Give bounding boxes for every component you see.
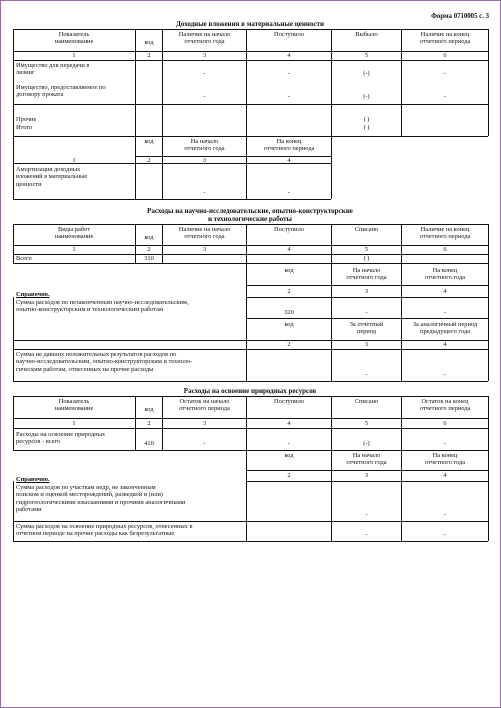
s2-ref2-colnum-line xyxy=(13,349,488,350)
s2-n2: 2 xyxy=(147,246,151,253)
s2-h-in: Поступило xyxy=(274,226,304,233)
s3-n2: 2 xyxy=(147,420,151,427)
s2-v0b xyxy=(13,297,14,381)
s1-h-start: Наличие на начало отчетного года xyxy=(178,31,231,46)
s3-ref-v4: - xyxy=(443,511,447,518)
s1-top-line xyxy=(13,29,488,30)
s2-ref2-n3: 3 xyxy=(364,341,369,348)
s3-ref-n2: 2 xyxy=(287,472,291,479)
s2-ref2-h-code: код xyxy=(284,321,294,328)
s3-title: Расходы на освоение природных ресурсов xyxy=(183,387,317,395)
s2-ref-code: 320 xyxy=(284,309,294,316)
s3-bottom-line xyxy=(13,541,488,542)
s3-header-line xyxy=(13,418,488,419)
s3-h-name: Показатель наименование xyxy=(54,398,94,413)
s2-ref-v4: - xyxy=(443,309,447,316)
s2-v6 xyxy=(488,224,489,381)
s2-ref-n4: 4 xyxy=(443,288,447,295)
s2-title: Расходы на научно-исследовательские, опытно-конструкторские и технологические работы xyxy=(147,207,353,223)
s3-total-label: Расходы на освоение природных ресурсов - всего xyxy=(16,431,106,446)
s2-ref-h-end: На конец отчетного года xyxy=(424,267,466,282)
s3-h-code: код xyxy=(144,406,154,413)
s1-n5: 5 xyxy=(364,52,369,59)
s3-v5 xyxy=(401,396,402,541)
s1-n3: 3 xyxy=(202,52,207,59)
s3-ref-row-line xyxy=(13,521,488,522)
s3-n4: 4 xyxy=(287,420,291,427)
s1-row-rental-label: Имущество, предоставляемое по договору проката xyxy=(16,84,106,99)
s2-n3: 3 xyxy=(202,246,207,253)
s2-ref-v3: - xyxy=(365,309,368,316)
s2-h-end: Наличие на конец отчетного периода xyxy=(419,226,471,241)
s2-ref-header-line xyxy=(246,285,488,286)
s3-v4 xyxy=(331,396,332,541)
s3-ref-h-start: На начало отчетного года xyxy=(346,452,387,467)
s1-row-rental-v4: - xyxy=(287,93,291,100)
s3-ref-h-code: код xyxy=(284,452,294,459)
s2-bottom-line xyxy=(13,381,488,382)
s2-ref-h-code: код xyxy=(284,267,294,274)
s2-total-code: 310 xyxy=(144,255,154,262)
s2-ref2-n4: 4 xyxy=(443,341,447,348)
s2-ref-h-start: На начало отчетного года xyxy=(346,267,387,282)
s1-amort-label: Амортизация доходных вложений в материальные ценности xyxy=(16,166,88,188)
s3-n1: 1 xyxy=(72,420,76,427)
s3-top-line xyxy=(13,396,488,397)
s3-h-end: Остаток на конец отчетного периода xyxy=(419,398,471,413)
s2-total-v5: ( ) xyxy=(363,255,370,262)
s1-sub-h-start: На начало отчетного года xyxy=(184,138,225,153)
s2-ref2-h-prev: За аналогичный период предыдущего года xyxy=(412,321,478,336)
s3-ref-colnum-line xyxy=(246,481,488,482)
s1-v6 xyxy=(488,29,489,136)
s1-sub-n1: 1 xyxy=(72,157,76,164)
s2-ref-title: Справочно. xyxy=(16,291,50,298)
s3-h-out: Списано xyxy=(354,398,379,405)
s2-ref-n2: 2 xyxy=(287,288,291,295)
s3-ref-n4: 4 xyxy=(443,472,447,479)
s1-amort-v3: - xyxy=(203,189,206,196)
s3-ref2-text: Сумма расходов на освоение природных ресурсов, отнесенных в отчетном периоде на прочие расходы как безрезультатные xyxy=(16,523,193,538)
s1-h-out: Выбыло xyxy=(355,31,378,38)
s2-ref2-h-period: За отчетный период xyxy=(349,321,384,336)
s3-total-v5: (-) xyxy=(363,440,370,447)
s3-n5: 5 xyxy=(364,420,369,427)
s3-total-v3: - xyxy=(203,440,206,447)
s1-row-leasing-v6: - xyxy=(443,70,447,77)
s2-n5: 5 xyxy=(364,246,369,253)
s3-ref-text: Сумма расходов по участкам недр, не законченным поиском и оценкой месторождений, разведкой и (или) гидрогеологическими изысканиями и прочими аналогичными работами xyxy=(16,484,186,514)
s1-row-total-label: Итого xyxy=(16,124,33,131)
s1-row-leasing-label: Имущество для передачи в лизинг xyxy=(16,62,90,77)
s3-ref-title: Справочно. xyxy=(16,476,50,483)
s3-n3: 3 xyxy=(202,420,207,427)
s1-n1: 1 xyxy=(72,52,76,59)
s1-title: Доходные вложения в материальные ценности xyxy=(175,20,325,28)
s1-colnum-line xyxy=(13,60,488,61)
s2-n6: 6 xyxy=(443,246,447,253)
s3-v3 xyxy=(246,396,247,541)
s1-amort-bottom-line xyxy=(13,199,331,200)
s2-ref-n3: 3 xyxy=(364,288,369,295)
s3-ref-h-end: На конец отчетного года xyxy=(424,452,466,467)
s3-ref-n3: 3 xyxy=(364,472,369,479)
s1-h-code: код xyxy=(144,39,154,46)
s1-row-total-v5: ( ) xyxy=(363,124,370,131)
s1-sub-h-code: код xyxy=(144,138,154,145)
s3-ref-v3: - xyxy=(365,511,368,518)
s2-ref2-v4: - xyxy=(443,371,447,378)
s2-n1: 1 xyxy=(72,246,76,253)
s3-ref2-v4: - xyxy=(443,531,447,538)
s1-row-other-label: Прочие xyxy=(16,116,37,123)
s2-h-out: Списано xyxy=(354,226,379,233)
s2-ref-text: Сумма расходов по незаконченным научно-исследовательским, опытно-конструкторским и технологическим работам xyxy=(16,299,189,314)
s1-row-leasing-v4: - xyxy=(287,70,291,77)
s2-top-line xyxy=(13,224,488,225)
s2-ref2-n2: 2 xyxy=(287,341,291,348)
s2-ref-row-line xyxy=(246,318,488,319)
s1-sub-n2: 2 xyxy=(147,157,151,164)
s3-v0b xyxy=(13,481,14,541)
s1-n4: 4 xyxy=(287,52,291,59)
s2-ref-colnum-line xyxy=(246,297,488,298)
s1-row-rental-v5: (-) xyxy=(363,93,370,100)
s1-sub-n3: 3 xyxy=(202,157,207,164)
s3-total-line xyxy=(13,450,488,451)
form-label: Форма 0710005 с. 3 xyxy=(431,13,489,20)
s2-ref2-text: Сумма не давших положительных результатов расходов по научно-исследовательским, опытно-конструкторским и техноло- гическим работам, отнесенных на прочие расходы xyxy=(16,351,193,373)
s1-row-other-v5: ( ) xyxy=(363,116,370,123)
s1-h-name: Показатель наименование xyxy=(54,31,94,46)
s1-sub-h-end: На конец отчетного периода xyxy=(263,138,315,153)
s2-colnum-line xyxy=(13,254,488,255)
s2-total-label: Всего xyxy=(16,255,32,262)
s3-total-v4: - xyxy=(287,440,291,447)
s1-h-in: Поступило xyxy=(274,31,304,38)
s2-h-start: Наличие на начало отчетного года xyxy=(178,226,231,241)
s1-h-end: Наличие на конец отчетного периода xyxy=(419,31,471,46)
s3-h-start: Остаток на начало отчетного периода xyxy=(179,398,230,413)
s3-ref2-v3: - xyxy=(365,531,368,538)
s3-n6: 6 xyxy=(443,420,447,427)
s1-n2: 2 xyxy=(147,52,151,59)
s2-h-name: Виды работ наименование xyxy=(54,226,94,241)
s3-ref-header-line xyxy=(246,470,488,471)
s1-row-rental-v6: - xyxy=(443,93,447,100)
s2-total-line xyxy=(13,263,488,264)
s1-total-line xyxy=(13,136,488,137)
s1-sub-n4: 4 xyxy=(287,157,291,164)
s1-amort-v4: - xyxy=(287,189,291,196)
s3-h-in: Поступило xyxy=(274,398,304,405)
s2-n4: 4 xyxy=(287,246,291,253)
s3-total-code: 410 xyxy=(144,440,154,447)
s1-rows-line xyxy=(13,104,488,105)
s1-row-rental-v3: - xyxy=(203,93,206,100)
s2-ref2-v3: - xyxy=(365,371,368,378)
s1-n6: 6 xyxy=(443,52,447,59)
s2-h-code: код xyxy=(144,234,154,241)
s3-v6 xyxy=(488,396,489,541)
s3-colnum-line xyxy=(13,428,488,429)
s1-row-leasing-v3: - xyxy=(203,70,206,77)
s3-total-v6: - xyxy=(443,440,447,447)
s1-row-leasing-v5: (-) xyxy=(363,70,370,77)
